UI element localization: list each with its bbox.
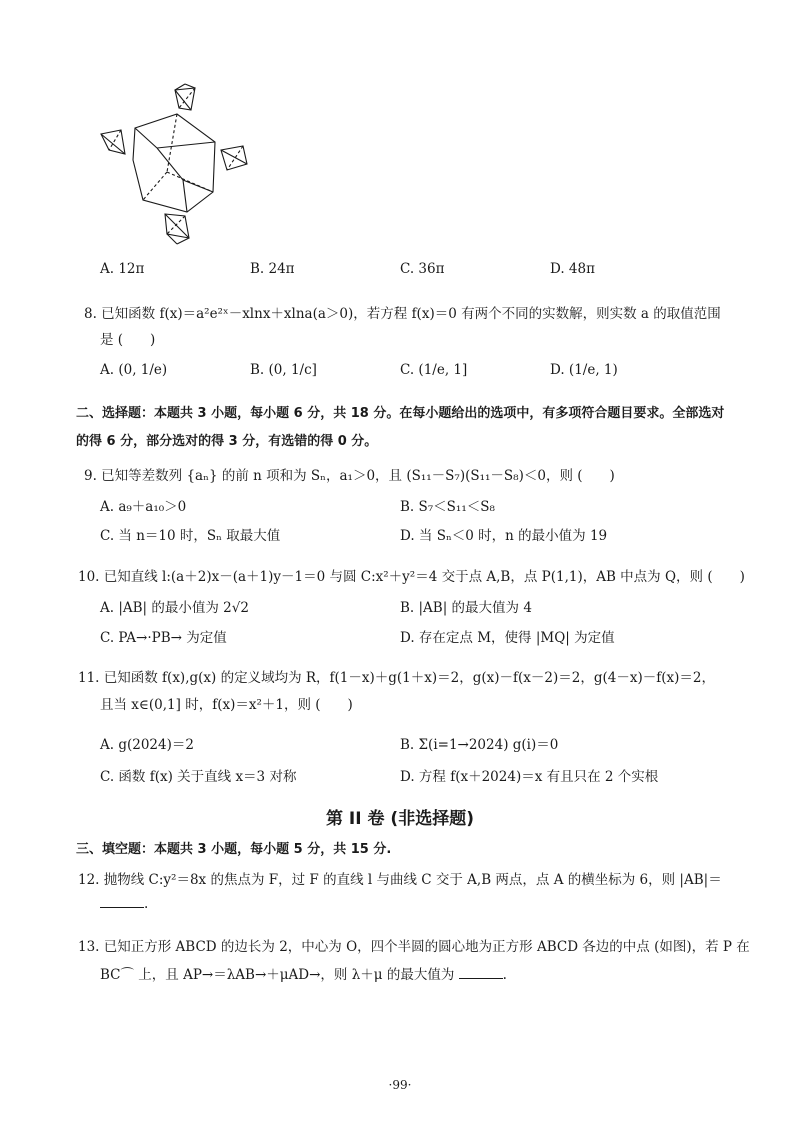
q12-question: 12. 抛物线 C:y²＝8x 的焦点为 F，过 F 的直线 l 与曲线 C 交于 A,B 两点，点 A 的横坐标为 6，则 |AB|＝ xyxy=(78,872,722,888)
part2-title: 第 II 卷 (非选择题) xyxy=(326,809,474,829)
q7-option-b: B. 24π xyxy=(250,261,295,277)
q9-option-d: D. 当 Sₙ＜0 时，n 的最小值为 19 xyxy=(400,528,608,544)
q12-answer-line xyxy=(100,895,148,912)
q13-question: 13. 已知正方形 ABCD 的边长为 2，中心为 O，四个半圆的圆心地为正方形 ABCD 各边的中点 (如图)，若 P 在 xyxy=(78,939,750,955)
q8-option-c: C. (1/e, 1] xyxy=(400,362,468,378)
q9-question: 9. 已知等差数列 {aₙ} 的前 n 项和为 Sₙ，a₁＞0，且 (S₁₁－S₇)(S₁₁－S₈)＜0，则 ( ) xyxy=(84,468,615,484)
q13-question-cont xyxy=(100,963,507,983)
q10-option-c: C. PA→·PB→ 为定值 xyxy=(100,630,227,646)
q10-option-d: D. 存在定点 M，使得 |MQ| 为定值 xyxy=(400,630,615,646)
q10-question: 10. 已知直线 l:(a＋2)x－(a＋1)y－1＝0 与圆 C:x²＋y²＝4 交于点 A,B，点 P(1,1)，AB 中点为 Q，则 ( ) xyxy=(78,569,745,585)
q11-option-c: C. 函数 f(x) 关于直线 x＝3 对称 xyxy=(100,769,297,785)
q8-question-cont: 是 ( ) xyxy=(100,332,156,348)
q10-option-a: A. |AB| 的最小值为 2√2 xyxy=(100,600,249,616)
q9-option-c: C. 当 n＝10 时，Sₙ 取最大值 xyxy=(100,528,281,544)
q8-option-d: D. (1/e, 1) xyxy=(550,362,618,378)
q9-option-b: B. S₇＜S₁₁＜S₈ xyxy=(400,499,495,515)
q12-period: . xyxy=(144,896,149,912)
section2-heading: 二、选择题：本题共 3 小题，每小题 6 分，共 18 分。在每小题给出的选项中，有多项符合题目要求。全部选对 xyxy=(76,406,725,421)
section3-heading: 三、填空题：本题共 3 小题，每小题 5 分，共 15 分. xyxy=(76,842,392,857)
q7-option-a: A. 12π xyxy=(100,261,145,277)
q7-option-d: D. 48π xyxy=(550,261,595,277)
q13-text2: BC⌒ 上，且 AP→＝λAB→＋μAD→，则 λ＋μ 的最大值为 xyxy=(100,967,455,983)
q10-option-b: B. |AB| 的最大值为 4 xyxy=(400,600,532,616)
q13-answer-blank[interactable] xyxy=(459,966,503,979)
page-number: ·99· xyxy=(388,1078,412,1092)
q7-option-c: C. 36π xyxy=(400,261,445,277)
section2-heading-cont: 的得 6 分，部分选对的得 3 分，有选错的得 0 分。 xyxy=(76,434,378,449)
q8-option-b: B. (0, 1/c] xyxy=(250,362,317,378)
q9-option-a: A. a₉＋a₁₀＞0 xyxy=(100,499,187,515)
q11-question: 11. 已知函数 f(x),g(x) 的定义域均为 R，f(1－x)＋g(1＋x)＝2，g(x)－f(x－2)＝2，g(4－x)－f(x)＝2， xyxy=(78,670,715,686)
q12-answer-blank[interactable] xyxy=(100,895,144,908)
q11-option-d: D. 方程 f(x＋2024)＝x 有且只在 2 个实根 xyxy=(400,769,659,785)
q13-period: . xyxy=(502,967,507,983)
q8-option-a: A. (0, 1/e) xyxy=(100,362,168,378)
q11-question-cont: 且当 x∈(0,1] 时，f(x)＝x²＋1，则 ( ) xyxy=(100,697,353,713)
polyhedron-figure xyxy=(95,80,255,250)
q11-option-b: B. Σ(i=1→2024) g(i)＝0 xyxy=(400,737,559,753)
q8-question: 8. 已知函数 f(x)＝a²e²ˣ－xlnx＋xlna(a＞0)，若方程 f(x)＝0 有两个不同的实数解，则实数 a 的取值范围 xyxy=(84,306,721,322)
q11-option-a: A. g(2024)＝2 xyxy=(100,737,194,753)
